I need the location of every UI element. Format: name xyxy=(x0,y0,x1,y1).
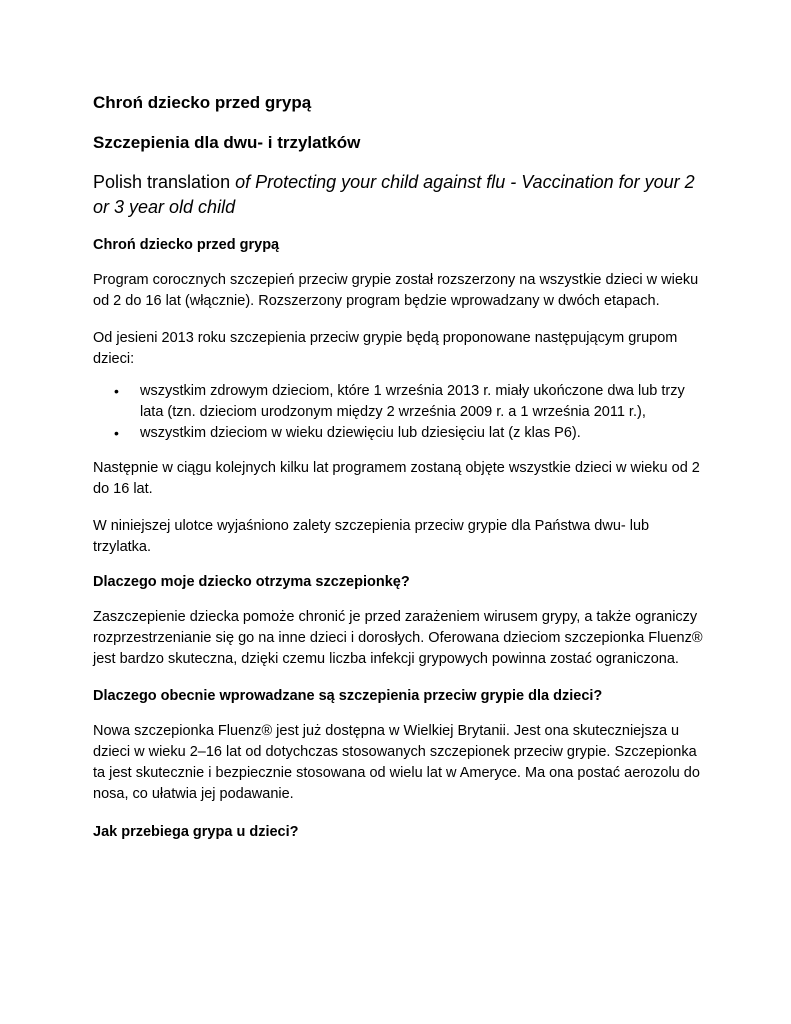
list-item-text: wszystkim dzieciom w wieku dziewięciu lub dziesięciu lat (z klas P6). xyxy=(140,425,581,441)
translation-original-title: of Protecting your child against flu - Vaccination for your 2 or 3 year old child xyxy=(93,172,695,217)
document-title: Chroń dziecko przed grypą xyxy=(93,93,312,112)
list-item xyxy=(93,381,703,423)
paragraph-why-now: Nowa szczepionka Fluenz® jest już dostępna w Wielkiej Brytanii. Jest ona skuteczniejsza u dzieci w wieku 2–16 lat od dotychczas stosowanych szczepionek przeciw grypie. Szczepionka ta jest skutecznie i bezpiecznie stosowana od wielu lat w Ameryce. Ma ona postać aerozolu do nosa, co ułatwia jej podawanie. xyxy=(93,723,700,802)
translation-prefix: Polish translation xyxy=(93,172,236,192)
list-item-text: wszystkim zdrowym dzieciom, które 1 września 2013 r. miały ukończone dwa lub trzy lata (tzn. dzieciom urodzonym między 2 września 2009 r. a 1 września 2011 r.), xyxy=(140,383,685,420)
section-heading-why-vaccine: Dlaczego moje dziecko otrzyma szczepionkę? xyxy=(93,574,410,590)
paragraph-leaflet-purpose: W niniejszej ulotce wyjaśniono zalety szczepienia przeciw grypie dla Państwa dwu- lub trzylatka. xyxy=(93,518,650,555)
bullet-icon: • xyxy=(114,383,119,399)
section-heading-protect: Chroń dziecko przed grypą xyxy=(93,237,280,253)
section-heading-why-now: Dlaczego obecnie wprowadzane są szczepienia przeciw grypie dla dzieci? xyxy=(93,688,603,704)
paragraph-autumn-2013: Od jesieni 2013 roku szczepienia przeciw grypie będą proponowane następującym grupom dzieci: xyxy=(93,330,678,367)
paragraph-future-years: Następnie w ciągu kolejnych kilku lat programem zostaną objęte wszystkie dzieci w wieku od 2 do 16 lat. xyxy=(93,460,700,497)
paragraph-why-vaccine: Zaszczepienie dziecka pomoże chronić je przed zarażeniem wirusem grypy, a także ograniczy rozprzestrzenianie się go na inne dzieci i dorosłych. Oferowana dzieciom szczepionka Fluenz® jest bardzo skuteczna, dzięki czemu liczba infekcji grypowych powinna zostać ograniczona. xyxy=(93,609,703,667)
bullet-icon: • xyxy=(114,425,119,441)
document-page xyxy=(93,92,703,842)
translation-note xyxy=(93,170,703,220)
eligible-groups-list xyxy=(93,381,703,444)
document-subtitle: Szczepienia dla dwu- i trzylatków xyxy=(93,133,361,152)
section-heading-flu-in-children: Jak przebiega grypa u dzieci? xyxy=(93,824,299,840)
list-item xyxy=(93,423,703,444)
paragraph-program-expansion: Program corocznych szczepień przeciw grypie został rozszerzony na wszystkie dzieci w wieku od 2 do 16 lat (włącznie). Rozszerzony program będzie wprowadzany w dwóch etapach. xyxy=(93,272,699,309)
